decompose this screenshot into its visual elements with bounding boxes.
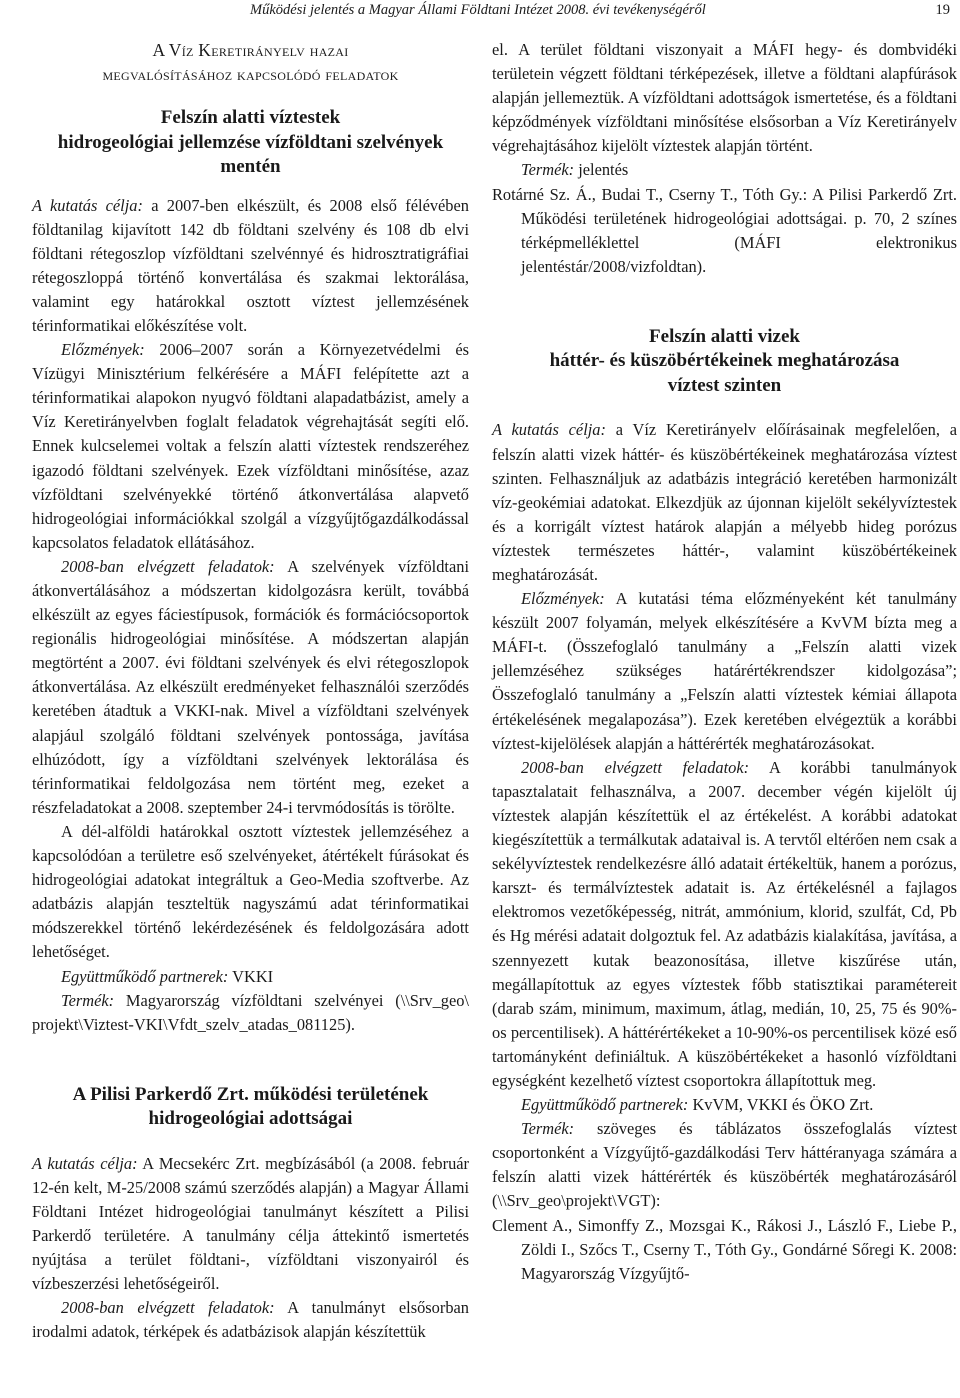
article1-product-paragraph (32, 989, 469, 1037)
running-header (0, 2, 960, 22)
right-column (492, 38, 957, 1286)
article2-heading (32, 1083, 469, 1132)
article1-heading-line-2: hidrogeológiai jellemzése vízföldtani szelvények (57, 131, 444, 153)
tasks-label: 2008-ban elvégzett feladatok: (61, 1298, 275, 1318)
product-label: Termék: (521, 160, 575, 180)
goal-text: A Mecsekérc Zrt. megbízásából (a 2008. február 12-én kelt, M-25/2008 számú szerződés alapján) a Magyar Állami Földtani Intézet hidrogeológiai tanulmányt készített a Pilisi Parkerdő területére. A tanulmány célja áttekintő ismertetés nyújtása a terület földtani-, vízföldtani viszonyairól és vízbeszerzési lehetőségeiről. (32, 1153, 469, 1294)
article3-product-paragraph (492, 1117, 957, 1213)
product-label: Termék: (61, 990, 115, 1010)
partners-label: Együttműködő partnerek: (521, 1095, 689, 1115)
article1-tasks-paragraph (32, 555, 469, 820)
product-label: Termék: (521, 1119, 575, 1139)
product-text: jelentés (574, 160, 629, 180)
running-title: Működési jelentés a Magyar Állami Földtani Intézet 2008. évi tevékenységéről (250, 2, 706, 18)
article3-goal-paragraph (492, 418, 957, 587)
article1-southplain-paragraph (32, 820, 469, 965)
article3-background-paragraph (492, 587, 957, 756)
article3-reference: Clement A., Simonffy Z., Mozsgai K., Rákosi J., László F., Liebe P., Zöldi I., Szőcs T., Cserny T., Tóth Gy., Gondárné Sőregi K. 2008: Magyarország Vízgyűjtő- (492, 1215, 957, 1283)
article2-heading-line-1: A Pilisi Parkerdő Zrt. működési területének (72, 1083, 429, 1105)
article3-tasks-paragraph (492, 756, 957, 1093)
continued-text: el. A terület földtani viszonyait a MÁFI hegy- és dombvidéki területein végzett földtani térképezések, illetve a földtani alapfúrások alapján jellemeztük. A vízföldtani adottságok ismertetése, és a földtani képződmények vízföldtani minősítése elsősorban a Víz Keretirányelv végrehajtásához kijelölt víztestek alapján történt. (492, 40, 957, 156)
article3-heading (492, 325, 957, 399)
background-text: A kutatási téma előzményeként két tanulmány készült 2007 folyamán, melyek elkészítésére a KvVM bízta meg a MÁFI-t. (Összefoglaló tanulmány a „Felszín alatti vizek jellemzéséhez szükséges határértékrendszer kidolgozása”; Összefoglaló tanulmány a „Felszín alatti víztestek kémiai állapota értékelésének megalapozása”). Ezek keretében elvégeztük a korábbi víztest-kijelölések alapján a háttérérték meghatározásokat. (492, 589, 957, 753)
partners-label: Együttműködő partnerek: (61, 966, 229, 986)
article2-product-paragraph (492, 158, 957, 182)
article3-heading-line-1: Felszín alatti vizek (649, 325, 800, 347)
section-title-line-2: megvalósításához kapcsolódó feladatok (102, 64, 399, 84)
product-text: szöveges és táblázatos összefoglalás víztest csoportonként a Vízgyűjtő-gazdálkodási Terv háttéranyaga számára a felszín alatti vizek háttérérték és küszöbérték meghatározásáról (\\Srv_geo\projekt\VGT): (492, 1119, 957, 1211)
page-number: 19 (935, 2, 950, 18)
article2-tasks-paragraph (32, 1296, 469, 1344)
goal-label: A kutatás célja: (32, 195, 143, 215)
article1-heading-line-3: mentén (220, 156, 281, 177)
article2-reference: Rotárné Sz. Á., Budai T., Cserny T., Tóth Gy.: A Pilisi Parkerdő Zrt. Működési területének hidrogeológiai adottságai. p. 70, 2 színes térképmelléklettel (MÁFI elektronikus jelentéstár/2008/vizfoldtan). (492, 184, 957, 276)
article3-partners-paragraph (492, 1093, 957, 1117)
southplain-text: A dél-alföldi határokkal osztott víztestek jellemzéséhez a kapcsolódóan a területre eső szelvényeket, átértékelt fúrásokat és hidrogeológiai adatokat integráltuk a Geo-Media szoftverbe. Az adatbázis alapján teszteltük nagyszámú adat térinformatikai módszerekkel történő lekérdezésének és feldolgozására adott lehetőséget. (32, 821, 469, 962)
tasks-text: A korábbi tanulmányok tapasztalatait felhasználva, a 2007. december végén kijelölt új víztestek alapján készítettük el az értékelést. A korábbi adatokat kiegészítettük a termálkutak adataival is. A tervtől eltérően nem csak a sekélyvíztestek rendelkezésre álló adatait értékeltük, hanem a porózus, karszt- és termálvíztestek adatait is. Az értékelésnél a fajlagos elektromos vezetőképesség, nitrát, ammónium, klorid, szulfát, Cd, Pb és Hg mérési adatait dolgoztuk fel. Az adatbázis kialakítása, javítása, a szennyezett kutak beazonosítása, illetve kiszűrése után, megállapítottuk az egyes víztestek főbb statisztikai paramétereit (darab szám, minimum, maximum, átlag, medián, 10, 25, 75 és 90%-os percentilisek). A háttérértékeket a 10-90%-os percentilisek közé eső tartományként definiáltuk. A küszöbértékeket a hasonló vízföldtani egységként kezelhető víztest csoportokra állapítottuk meg. (492, 757, 958, 1090)
section-title-line-1: A Víz Keretirányelv hazai (152, 40, 349, 60)
tasks-label: 2008-ban elvégzett feladatok: (521, 757, 750, 777)
product-text: Magyarország vízföldtani szelvényei (\\Srv_geo\ projekt\Viztest-VKI\Vfdt_szelv_atadas_081125). (32, 990, 469, 1034)
article3-heading-line-3: víztest szinten (667, 374, 782, 396)
goal-label: A kutatás célja: (492, 420, 606, 440)
partners-text: VKKI (228, 966, 274, 986)
background-text: 2006–2007 során a Környezetvédelmi és Vízügyi Minisztérium felkérésére a MÁFI felépítette azt a térinformatikai alapokon nyugvó földtani alapadatbázist, amely a Víz Keretirányelvben foglalt feladatok végrehajtását segíti elő. Ennek kulcselemei voltak a felszín alatti víztestek rendszeréhez igazodó földtani szelvények. Ezek vízföldtani minősítése, azaz vízföldtani szelvényekké történő átkonvertálása alapvető hidrogeológiai információkkal szolgál a vízgyűjtőgazdálkodással kapcsolatos feladatok ellátásához. (32, 340, 469, 552)
article2-continued-paragraph (492, 38, 957, 158)
goal-text: a Víz Keretirányelv előírásainak megfelelően, a felszín alatti vizek háttér- és küszöbértékeinek meghatározása víztest szinten. Felhasználjuk az adatbázis integráció keretében harmonizált víz-geokémiai adatokat. Elkezdjük az újonnan kijelölt sekélyvíztestek és a korrigált víztest határok alapján a mélyebb hideg porózus víztestek természetes háttér-, valamint küszöbértékeinek meghatározását. (492, 420, 957, 584)
goal-label: A kutatás célja: (32, 1153, 138, 1173)
left-column (32, 38, 469, 1345)
tasks-text: A tanulmányt elsősorban irodalmi adatok, térképek és adatbázisok alapján készítettük (32, 1298, 469, 1342)
article2-heading-line-2: hidrogeológiai adottságai (148, 1108, 353, 1130)
article1-partners-paragraph (32, 965, 469, 989)
article1-background-paragraph (32, 338, 469, 555)
article1-heading-line-1: Felszín alatti víztestek (160, 107, 341, 128)
article1-heading (32, 106, 469, 180)
section-title (32, 38, 469, 86)
goal-text: a 2007-ben elkészült, és 2008 első félévében földtanilag kijavított 142 db földtani szelvény és 108 db elvi földtani rétegoszlop vízföldtani szelvénnyé és hidrosztratigráfiai rétegoszloppá történő konvertálása és szakmai lektorálása, valamint egy határokkal osztott víztest jellemzésének térinformatikai előkészítése volt. (32, 195, 469, 335)
partners-text: KvVM, VKKI és ÖKO Zrt. (688, 1095, 874, 1115)
tasks-text: A szelvények vízföldtani átkonvertálásához a módszertan kidolgozásra került, továbbá elkészült az egyes fáciestípusok, formációk és formációcsoportok regionális hidrogeológiai minősítése. A módszertan alapján megtörtént a 2007. évi földtani szelvények és elvi rétegoszlopok átkonvertálása. Az elkészült eredményeket felhasználói szerződés keretében átadtuk a VKKI-nak. Mivel a vízföldtani szelvények alapjául szolgáló földtani szelvények pontossága, javítása elhúzódott, így a vízföldtani szelvények lektorálása és térinformatikai feldolgozása nem történt meg, ezeket a részfeladatokat a 2008. szeptember 24-i tervmódosítás is törölte. (32, 556, 470, 817)
article3-heading-line-2: háttér- és küszöbértékeinek meghatározása (549, 350, 900, 372)
article2-goal-paragraph (32, 1152, 469, 1297)
background-label: Előzmények: (61, 340, 145, 360)
article1-goal-paragraph (32, 194, 469, 339)
tasks-label: 2008-ban elvégzett feladatok: (61, 556, 275, 576)
background-label: Előzmények: (521, 589, 605, 609)
